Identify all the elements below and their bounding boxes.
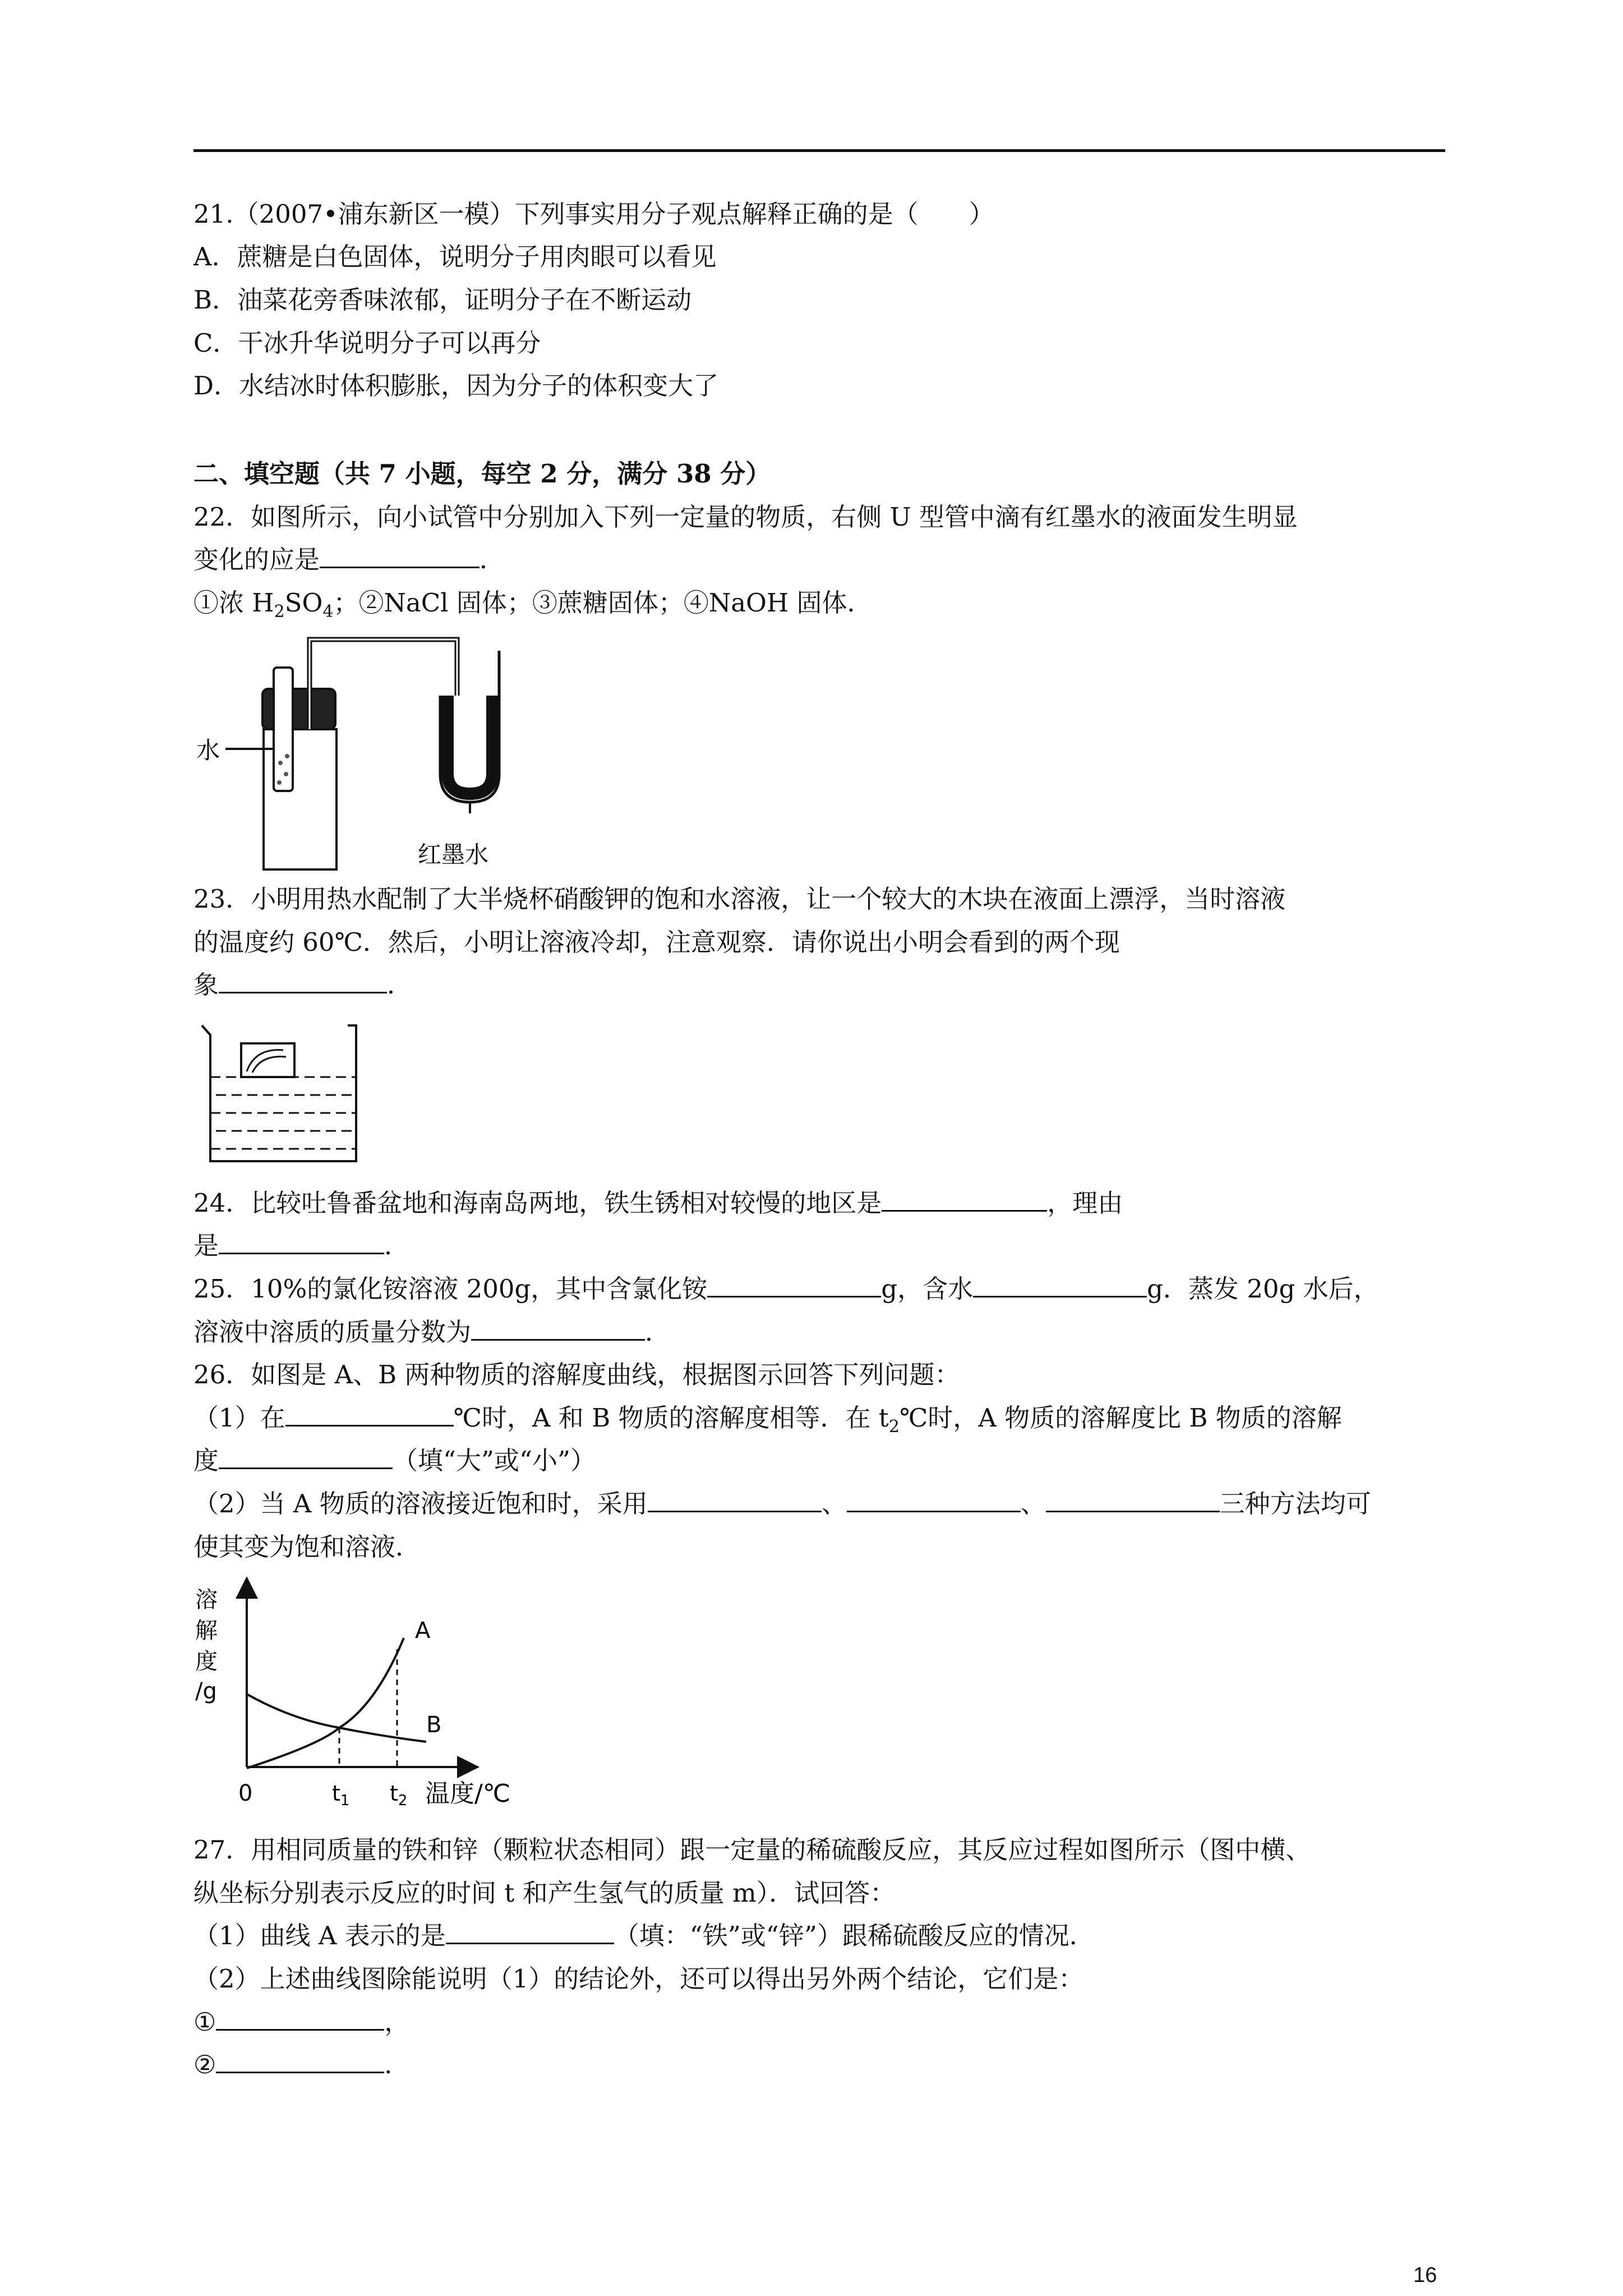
- q26-line1: 26．如图是 A、B 两种物质的溶解度曲线，根据图示回答下列问题：: [193, 1360, 960, 1389]
- q25-line2: 溶液中溶质的质量分数为 ．: [193, 1317, 671, 1347]
- page-number: 16: [1413, 2263, 1437, 2287]
- q21-option-c: C．干冰升华说明分子可以再分: [193, 328, 541, 358]
- q22-line2: 变化的应是 ．: [193, 545, 505, 574]
- answer-blank[interactable]: [216, 2050, 384, 2073]
- solution-lines: [210, 1077, 356, 1149]
- answer-blank[interactable]: [216, 2008, 384, 2031]
- q21-option-a: A．蔗糖是白色固体，说明分子用肉眼可以看见: [193, 242, 717, 272]
- q26-line4: （2）当 A 物质的溶液接近饱和时，采用 、 、 三种方法均可: [193, 1489, 1371, 1519]
- q22-line1: 22．如图所示，向小试管中分别加入下列一定量的物质，右侧 U 型管中滴有红墨水的液面发生明显: [193, 502, 1298, 532]
- test-tube: [274, 668, 293, 791]
- y-label-2: 解: [195, 1618, 218, 1644]
- y-label-4: /g: [195, 1678, 217, 1704]
- q23-line3: 象 ．: [193, 970, 413, 1000]
- answer-blank[interactable]: [648, 1489, 822, 1512]
- q27-line6: ② ．: [193, 2050, 410, 2079]
- answer-blank[interactable]: [446, 1921, 614, 1944]
- q24-line1: 24．比较吐鲁番盆地和海南岛两地，铁生锈相对较慢的地区是 ，理由: [193, 1188, 1123, 1218]
- q25-line1: 25．10%的氯化铵溶液 200g，其中含氯化铵 g，含水 g．蒸发 20g 水后，: [193, 1274, 1379, 1304]
- q27-line5: ① ，: [193, 2007, 410, 2037]
- x-tick-0: 0: [238, 1780, 253, 1806]
- x-tick-t2: $t_2$: [390, 1781, 408, 1809]
- q27-line2: 纵坐标分别表示反应的时间 t 和产生氢气的质量 m）．试回答：: [193, 1878, 896, 1908]
- q24-line2: 是 ．: [193, 1231, 410, 1260]
- q26-line5: 使其变为饱和溶液．: [193, 1532, 421, 1562]
- header-rule: [193, 149, 1445, 152]
- series-A-curve: [247, 1638, 404, 1768]
- answer-blank[interactable]: [219, 1231, 384, 1254]
- q21-stem: 21.（2007•浦东新区一模）下列事实用分子观点解释正确的是（ ）: [193, 199, 994, 229]
- q22-line3: ①浓 $H_2SO_4$；②NaCl 固体；③蔗糖固体；④NaOH 固体．: [193, 588, 873, 622]
- series-B-curve: [247, 1694, 426, 1742]
- q27-line3: （1）曲线 A 表示的是 （填：“铁”或“锌”）跟稀硫酸反应的情况．: [193, 1921, 1095, 1950]
- q27-line1: 27．用相同质量的铁和锌（颗粒状态相同）跟一定量的稀硫酸反应，其反应过程如图所示（图中横、: [193, 1835, 1311, 1865]
- answer-blank[interactable]: [882, 1189, 1047, 1212]
- u-tube-red-ink: [448, 696, 492, 794]
- q23-line2: 的温度约 60℃．然后，小明让溶液冷却，注意观察．请你说出小明会看到的两个现: [193, 927, 1120, 957]
- y-label-3: 度: [195, 1649, 218, 1674]
- q22-apparatus-figure: [191, 628, 550, 881]
- answer-blank[interactable]: [1046, 1489, 1220, 1512]
- label-red-ink: 红墨水: [418, 841, 489, 868]
- q26-solubility-chart: [191, 1576, 538, 1823]
- x-axis-label: 温度/℃: [425, 1779, 511, 1808]
- q27-line4: （2）上述曲线图除能说明（1）的结论外，还可以得出另外两个结论，它们是：: [193, 1964, 1084, 1994]
- answer-blank[interactable]: [285, 1404, 454, 1427]
- series-A-label: A: [415, 1618, 431, 1644]
- y-label-1: 溶: [195, 1587, 218, 1613]
- q26-line3: 度 （填“大”或“小”）: [193, 1446, 596, 1475]
- q23-beaker-figure: [193, 1021, 373, 1172]
- answer-blank[interactable]: [219, 970, 387, 993]
- q21-option-b: B．油菜花旁香味浓郁，证明分子在不断运动: [193, 285, 692, 315]
- answer-blank[interactable]: [219, 1446, 393, 1469]
- q21-option-d: D．水结冰时体积膨胀，因为分子的体积变大了: [193, 371, 719, 401]
- answer-blank[interactable]: [707, 1274, 881, 1297]
- answer-blank[interactable]: [320, 545, 479, 568]
- answer-blank[interactable]: [973, 1274, 1147, 1297]
- answer-blank[interactable]: [471, 1318, 645, 1341]
- label-water: 水: [196, 737, 220, 764]
- q23-line1: 23．小明用热水配制了大半烧杯硝酸钾的饱和水溶液，让一个较大的木块在液面上漂浮，当时溶液: [193, 884, 1286, 914]
- floating-block: [241, 1043, 294, 1077]
- series-B-label: B: [426, 1712, 442, 1738]
- q26-line2: （1）在 ℃时，A 和 B 物质的溶解度相等．在 $t_2℃$时，A 物质的溶解度比 B 物质的溶解: [193, 1403, 1342, 1437]
- x-tick-t1: $t_1$: [332, 1781, 350, 1809]
- answer-blank[interactable]: [847, 1489, 1021, 1512]
- section-title: 二、填空题（共 7 小题，每空 2 分，满分 38 分）: [193, 459, 771, 489]
